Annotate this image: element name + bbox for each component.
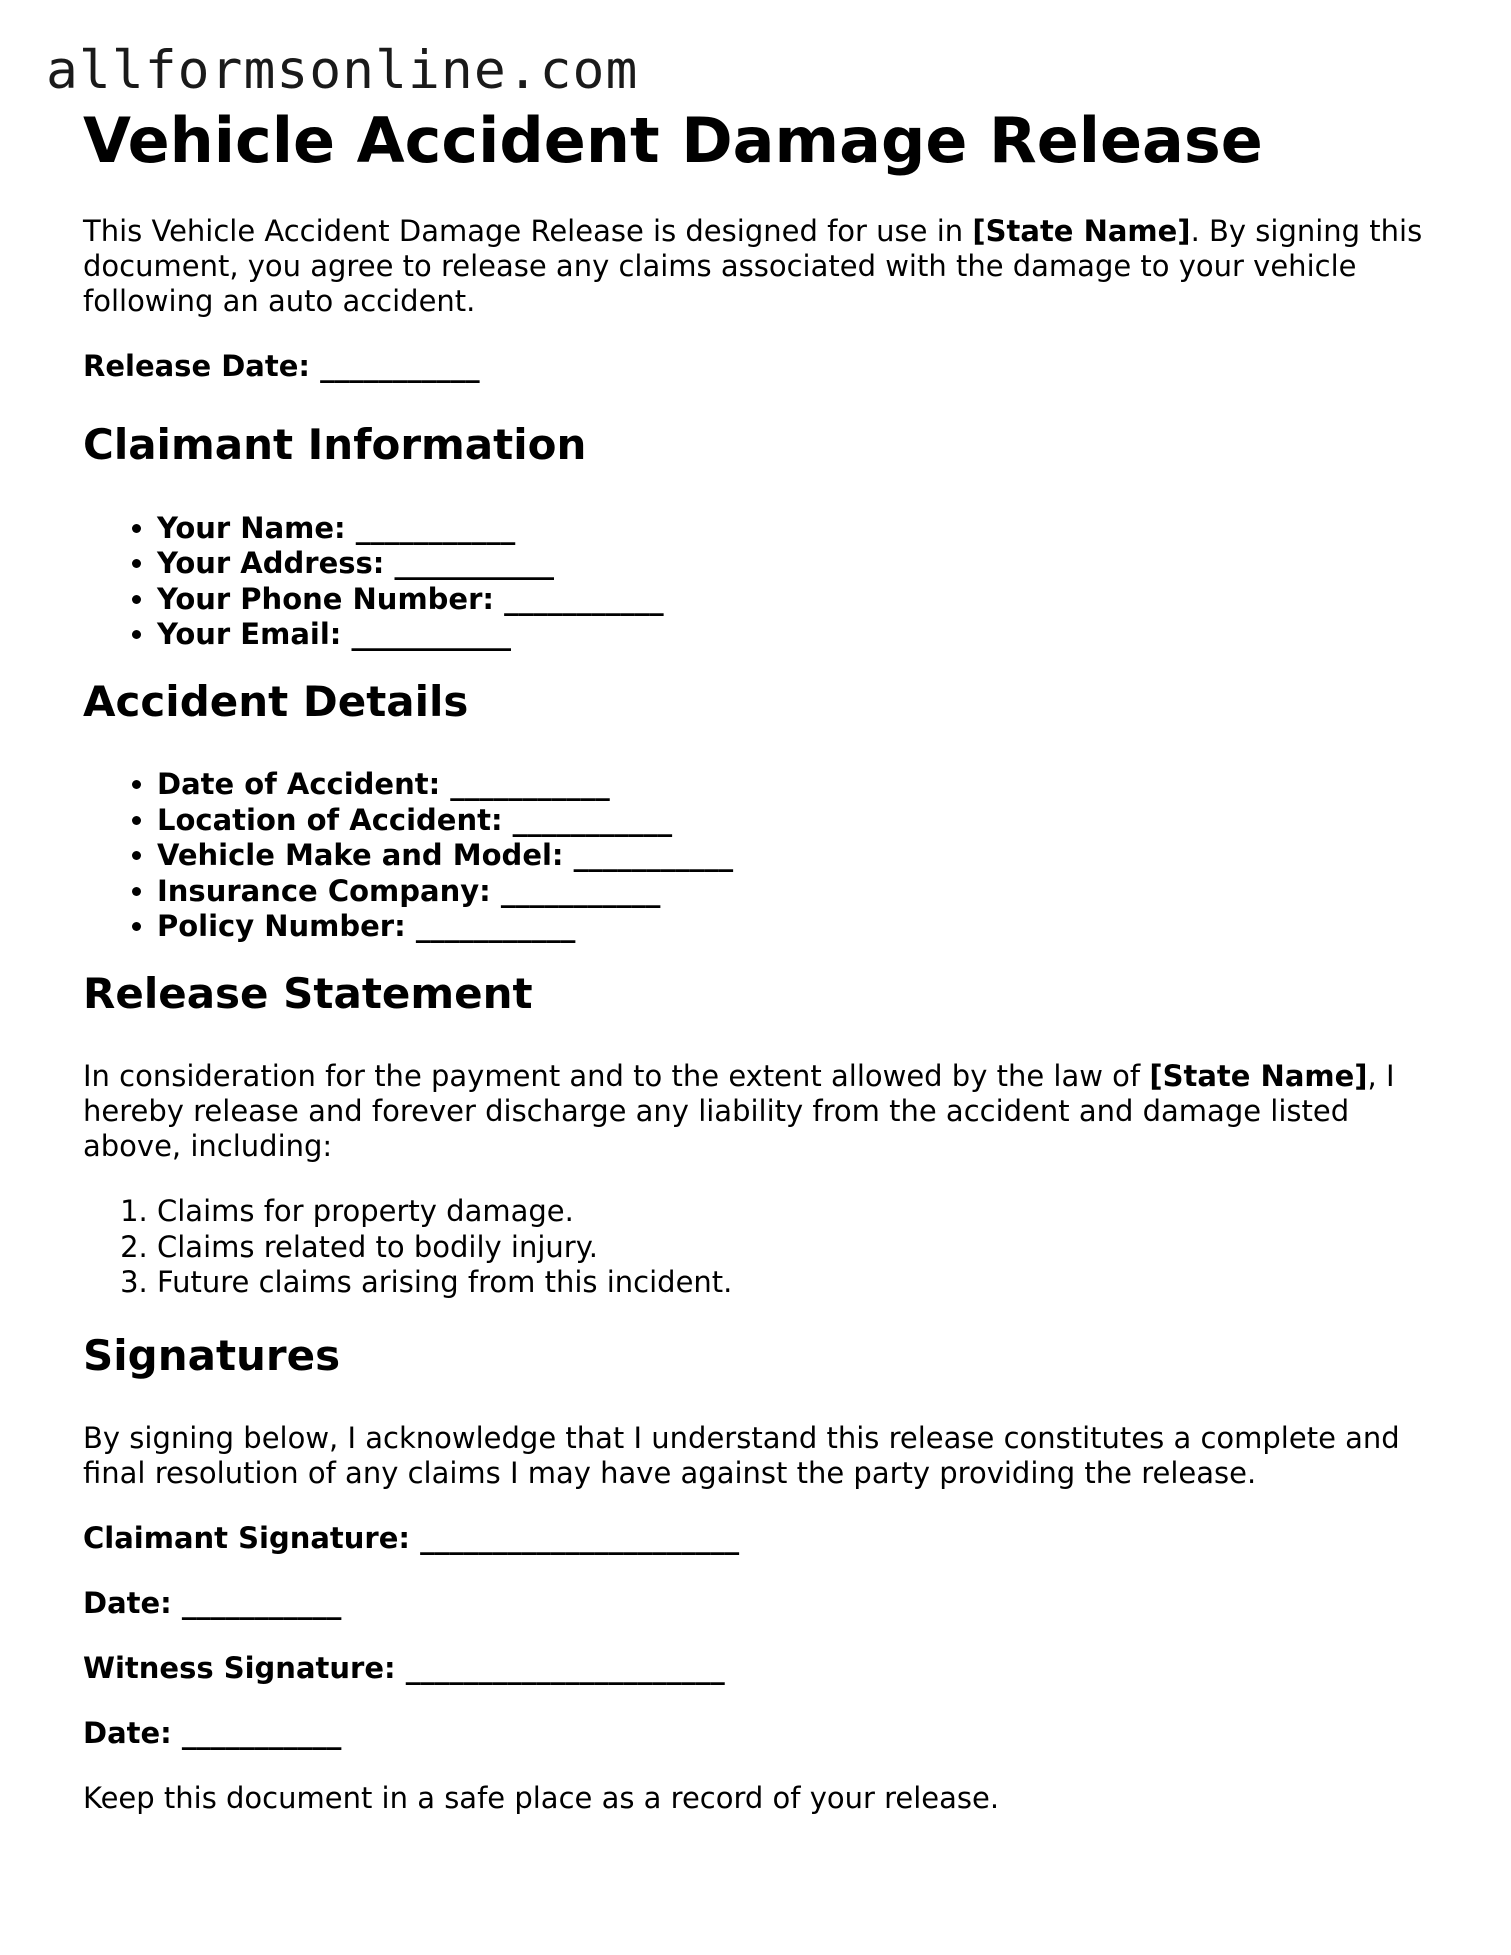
accident-fields-list (83, 767, 1433, 945)
list-item: 2. Claims related to bodily injury. (157, 1230, 1433, 1266)
footer-note: Keep this document in a safe place as a record of your release. (83, 1780, 1000, 1815)
accident-heading: Accident Details (83, 676, 469, 726)
intro-text-after: . By signing this document, you agree to release any claims associated with the damage to your vehicle following an auto accident. (83, 214, 1423, 319)
claimant-fields-list (83, 511, 1433, 653)
site-watermark: allformsonline.com (46, 40, 639, 101)
signatures-paragraph: By signing below, I acknowledge that I understand this release constitutes a complete and final resolution of any claims I may have against the party providing the release. (83, 1420, 1400, 1490)
claimant-signature-field[interactable]: Claimant Signature: _____ (83, 1521, 1433, 1556)
your-email-field[interactable]: • Your Email: _____ (157, 617, 1433, 653)
list-item: 1. Claims for property damage. (157, 1194, 1433, 1230)
release-text-after: , I hereby release and forever discharge any liability from the accident and damage listed above, including: (83, 1059, 1395, 1164)
list-item: 3. Future claims arising from this incident. (157, 1265, 1433, 1301)
signatures-heading: Signatures (83, 1330, 341, 1380)
release-date-field[interactable]: Release Date: _____ (83, 349, 1433, 384)
release-heading: Release Statement (83, 968, 533, 1018)
accident-date-field[interactable]: • Date of Accident: _____ (157, 767, 1433, 803)
claimant-date-field[interactable]: Date: _____ (83, 1586, 1433, 1621)
document-title: Vehicle Accident Damage Release (83, 104, 1263, 177)
accident-location-field[interactable]: • Location of Accident: _____ (157, 803, 1433, 839)
release-text-before: In consideration for the payment and to the extent allowed by the law of (83, 1059, 1150, 1094)
vehicle-make-model-field[interactable]: • Vehicle Make and Model: _____ (157, 838, 1433, 874)
your-name-field[interactable]: • Your Name: _____ (157, 511, 1433, 547)
your-phone-field[interactable]: • Your Phone Number: _____ (157, 582, 1433, 618)
intro-state-placeholder: [State Name] (972, 214, 1191, 249)
policy-number-field[interactable]: • Policy Number: _____ (157, 909, 1433, 945)
witness-signature-field[interactable]: Witness Signature: _____ (83, 1651, 1433, 1686)
claims-list (83, 1194, 1433, 1301)
release-state-placeholder: [State Name] (1149, 1059, 1368, 1094)
document-page (83, 104, 1433, 1816)
release-paragraph (83, 1059, 1433, 1164)
your-address-field[interactable]: • Your Address: _____ (157, 546, 1433, 582)
witness-date-field[interactable]: Date: _____ (83, 1716, 1433, 1751)
claimant-heading: Claimant Information (83, 420, 587, 470)
intro-text-before: This Vehicle Accident Damage Release is designed for use in (83, 214, 973, 249)
insurance-company-field[interactable]: • Insurance Company: _____ (157, 874, 1433, 910)
intro-paragraph (83, 214, 1433, 319)
